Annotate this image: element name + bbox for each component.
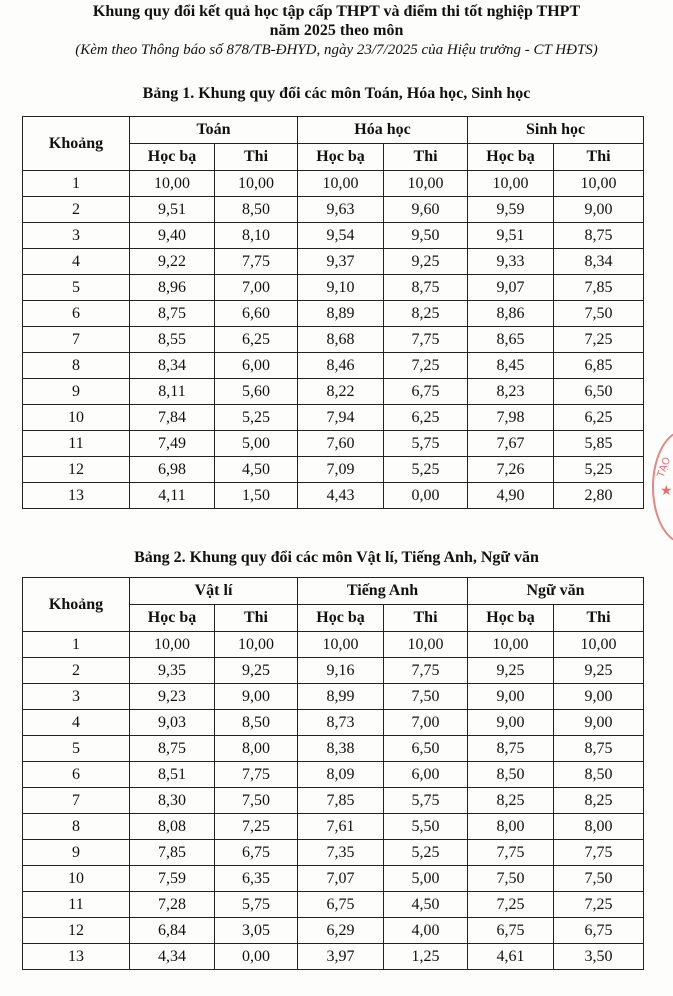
khoang-cell: 9 — [23, 840, 130, 866]
score-cell: 0,00 — [384, 483, 468, 509]
score-cell: 10,00 — [384, 632, 468, 658]
score-cell: 8,96 — [130, 275, 215, 301]
score-cell: 8,22 — [298, 379, 384, 405]
conversion-table-1 — [22, 116, 644, 509]
khoang-cell: 5 — [23, 275, 130, 301]
table2-row — [23, 866, 644, 892]
khoang-cell: 4 — [23, 710, 130, 736]
score-cell: 7,50 — [215, 788, 298, 814]
khoang-cell: 11 — [23, 892, 130, 918]
score-cell: 5,60 — [215, 379, 298, 405]
score-cell: 8,73 — [298, 710, 384, 736]
table1-subheader: Học bạ — [130, 144, 215, 171]
score-cell: 8,55 — [130, 327, 215, 353]
score-cell: 7,25 — [468, 892, 554, 918]
table2-row — [23, 658, 644, 684]
score-cell: 5,50 — [384, 814, 468, 840]
table1-subheader: Thi — [384, 144, 468, 171]
score-cell: 9,00 — [554, 710, 644, 736]
score-cell: 7,85 — [298, 788, 384, 814]
score-cell: 7,61 — [298, 814, 384, 840]
table1-row — [23, 301, 644, 327]
score-cell: 7,09 — [298, 457, 384, 483]
score-cell: 9,10 — [298, 275, 384, 301]
score-cell: 8,34 — [554, 249, 644, 275]
document-subtitle: (Kèm theo Thông báo số 878/TB-ĐHYD, ngày 23/7/2025 của Hiệu trưởng - CT HĐTS) — [75, 42, 598, 58]
table2-body — [23, 578, 644, 970]
score-cell: 6,25 — [554, 405, 644, 431]
score-cell: 4,00 — [384, 918, 468, 944]
score-cell: 7,25 — [554, 327, 644, 353]
score-cell: 8,89 — [298, 301, 384, 327]
score-cell: 4,50 — [215, 457, 298, 483]
khoang-cell: 10 — [23, 405, 130, 431]
table1-row — [23, 457, 644, 483]
score-cell: 7,98 — [468, 405, 554, 431]
score-cell: 7,25 — [554, 892, 644, 918]
score-cell: 6,50 — [384, 736, 468, 762]
table2-row — [23, 788, 644, 814]
table2-khoang-header: Khoảng — [23, 578, 130, 632]
khoang-cell: 10 — [23, 866, 130, 892]
table2-subject-header: Vật lí — [130, 578, 298, 605]
score-cell: 6,85 — [554, 353, 644, 379]
table2-subject-header: Ngữ văn — [468, 578, 644, 605]
score-cell: 10,00 — [298, 171, 384, 197]
score-cell: 9,00 — [554, 197, 644, 223]
score-cell: 9,35 — [130, 658, 215, 684]
table1-body — [23, 117, 644, 509]
score-cell: 8,99 — [298, 684, 384, 710]
score-cell: 7,25 — [215, 814, 298, 840]
score-cell: 9,23 — [130, 684, 215, 710]
score-cell: 6,75 — [554, 918, 644, 944]
score-cell: 7,75 — [215, 762, 298, 788]
score-cell: 5,25 — [215, 405, 298, 431]
table1-row — [23, 197, 644, 223]
score-cell: 4,61 — [468, 944, 554, 970]
table1-subheader: Thi — [215, 144, 298, 171]
table2-row — [23, 814, 644, 840]
score-cell: 10,00 — [468, 632, 554, 658]
score-cell: 6,50 — [554, 379, 644, 405]
score-cell: 6,00 — [215, 353, 298, 379]
table1-caption: Bảng 1. Khung quy đổi các môn Toán, Hóa học, Sinh học — [142, 85, 531, 102]
score-cell: 7,50 — [468, 866, 554, 892]
score-cell: 4,50 — [384, 892, 468, 918]
score-cell: 8,50 — [215, 197, 298, 223]
khoang-cell: 6 — [23, 301, 130, 327]
table1-subject-header: Sinh học — [468, 117, 644, 144]
score-cell: 6,29 — [298, 918, 384, 944]
score-cell: 7,60 — [298, 431, 384, 457]
score-cell: 8,51 — [130, 762, 215, 788]
table2-subheader: Học bạ — [298, 605, 384, 632]
score-cell: 7,75 — [384, 658, 468, 684]
khoang-cell: 1 — [23, 632, 130, 658]
khoang-cell: 13 — [23, 483, 130, 509]
score-cell: 9,25 — [384, 249, 468, 275]
score-cell: 7,49 — [130, 431, 215, 457]
score-cell: 4,43 — [298, 483, 384, 509]
score-cell: 7,75 — [384, 327, 468, 353]
score-cell: 7,67 — [468, 431, 554, 457]
score-cell: 7,50 — [554, 301, 644, 327]
score-cell: 8,75 — [384, 275, 468, 301]
score-cell: 8,25 — [468, 788, 554, 814]
score-cell: 9,33 — [468, 249, 554, 275]
document-header — [0, 2, 673, 60]
score-cell: 7,75 — [554, 840, 644, 866]
score-cell: 5,75 — [384, 431, 468, 457]
score-cell: 0,00 — [215, 944, 298, 970]
star-icon: ★ — [660, 484, 673, 499]
score-cell: 8,08 — [130, 814, 215, 840]
khoang-cell: 11 — [23, 431, 130, 457]
score-cell: 8,75 — [554, 736, 644, 762]
table2-caption: Bảng 2. Khung quy đổi các môn Vật lí, Tiếng Anh, Ngữ văn — [134, 549, 539, 566]
khoang-cell: 2 — [23, 658, 130, 684]
score-cell: 10,00 — [298, 632, 384, 658]
score-cell: 7,85 — [554, 275, 644, 301]
score-cell: 7,59 — [130, 866, 215, 892]
score-cell: 7,35 — [298, 840, 384, 866]
table1-row — [23, 353, 644, 379]
score-cell: 6,75 — [298, 892, 384, 918]
table2-header-row — [23, 578, 644, 605]
score-cell: 9,60 — [384, 197, 468, 223]
score-cell: 5,85 — [554, 431, 644, 457]
score-cell: 2,80 — [554, 483, 644, 509]
score-cell: 10,00 — [215, 632, 298, 658]
score-cell: 10,00 — [554, 171, 644, 197]
conversion-table-2 — [22, 577, 644, 970]
table2-row — [23, 892, 644, 918]
score-cell: 8,00 — [468, 814, 554, 840]
score-cell: 7,75 — [215, 249, 298, 275]
score-cell: 9,40 — [130, 223, 215, 249]
table1-row — [23, 405, 644, 431]
score-cell: 9,59 — [468, 197, 554, 223]
score-cell: 8,34 — [130, 353, 215, 379]
document-title-line-1: Khung quy đổi kết quả học tập cấp THPT và điểm thi tốt nghiệp THPT — [92, 3, 581, 20]
score-cell: 1,25 — [384, 944, 468, 970]
score-cell: 9,00 — [468, 684, 554, 710]
score-cell: 10,00 — [384, 171, 468, 197]
score-cell: 6,35 — [215, 866, 298, 892]
score-cell: 10,00 — [554, 632, 644, 658]
khoang-cell: 5 — [23, 736, 130, 762]
score-cell: 8,86 — [468, 301, 554, 327]
score-cell: 4,11 — [130, 483, 215, 509]
score-cell: 7,07 — [298, 866, 384, 892]
score-cell: 6,00 — [384, 762, 468, 788]
khoang-cell: 9 — [23, 379, 130, 405]
khoang-cell: 12 — [23, 457, 130, 483]
khoang-cell: 6 — [23, 762, 130, 788]
table1-row — [23, 431, 644, 457]
score-cell: 8,75 — [468, 736, 554, 762]
score-cell: 8,75 — [554, 223, 644, 249]
score-cell: 8,25 — [384, 301, 468, 327]
score-cell: 9,07 — [468, 275, 554, 301]
score-cell: 5,75 — [384, 788, 468, 814]
khoang-cell: 3 — [23, 684, 130, 710]
khoang-cell: 4 — [23, 249, 130, 275]
score-cell: 6,75 — [468, 918, 554, 944]
khoang-cell: 12 — [23, 918, 130, 944]
score-cell: 8,10 — [215, 223, 298, 249]
score-cell: 10,00 — [130, 632, 215, 658]
score-cell: 9,25 — [468, 658, 554, 684]
table2-subheader: Thi — [554, 605, 644, 632]
score-cell: 9,25 — [554, 658, 644, 684]
khoang-cell: 1 — [23, 171, 130, 197]
score-cell: 6,84 — [130, 918, 215, 944]
score-cell: 7,75 — [468, 840, 554, 866]
table1-subheader: Học bạ — [468, 144, 554, 171]
table1-row — [23, 483, 644, 509]
score-cell: 9,22 — [130, 249, 215, 275]
score-cell: 7,00 — [215, 275, 298, 301]
table1-header-row — [23, 117, 644, 144]
score-cell: 9,00 — [554, 684, 644, 710]
table1-row — [23, 275, 644, 301]
score-cell: 8,68 — [298, 327, 384, 353]
table1-subject-header: Toán — [130, 117, 298, 144]
score-cell: 7,84 — [130, 405, 215, 431]
table2-row — [23, 918, 644, 944]
score-cell: 5,00 — [215, 431, 298, 457]
score-cell: 5,25 — [554, 457, 644, 483]
score-cell: 9,00 — [215, 684, 298, 710]
khoang-cell: 7 — [23, 788, 130, 814]
score-cell: 6,98 — [130, 457, 215, 483]
table1-row — [23, 327, 644, 353]
score-cell: 8,25 — [554, 788, 644, 814]
score-cell: 6,25 — [384, 405, 468, 431]
score-cell: 8,50 — [554, 762, 644, 788]
khoang-cell: 8 — [23, 353, 130, 379]
score-cell: 5,25 — [384, 457, 468, 483]
score-cell: 7,85 — [130, 840, 215, 866]
score-cell: 8,00 — [554, 814, 644, 840]
score-cell: 10,00 — [468, 171, 554, 197]
score-cell: 4,34 — [130, 944, 215, 970]
table1-row — [23, 223, 644, 249]
khoang-cell: 7 — [23, 327, 130, 353]
table2-row — [23, 736, 644, 762]
score-cell: 5,25 — [384, 840, 468, 866]
score-cell: 10,00 — [215, 171, 298, 197]
table2-row — [23, 762, 644, 788]
score-cell: 9,51 — [468, 223, 554, 249]
score-cell: 4,90 — [468, 483, 554, 509]
table2-subheader: Thi — [215, 605, 298, 632]
score-cell: 6,75 — [215, 840, 298, 866]
score-cell: 9,37 — [298, 249, 384, 275]
score-cell: 8,65 — [468, 327, 554, 353]
table1-row — [23, 249, 644, 275]
score-cell: 6,25 — [215, 327, 298, 353]
score-cell: 7,50 — [384, 684, 468, 710]
table2-row — [23, 710, 644, 736]
table2-row — [23, 632, 644, 658]
score-cell: 9,03 — [130, 710, 215, 736]
khoang-cell: 8 — [23, 814, 130, 840]
score-cell: 7,25 — [384, 353, 468, 379]
table1-row — [23, 379, 644, 405]
score-cell: 9,00 — [468, 710, 554, 736]
score-cell: 10,00 — [130, 171, 215, 197]
score-cell: 9,25 — [215, 658, 298, 684]
score-cell: 8,23 — [468, 379, 554, 405]
score-cell: 6,75 — [384, 379, 468, 405]
khoang-cell: 13 — [23, 944, 130, 970]
score-cell: 9,51 — [130, 197, 215, 223]
score-cell: 9,16 — [298, 658, 384, 684]
score-cell: 7,26 — [468, 457, 554, 483]
table2-subject-header: Tiếng Anh — [298, 578, 468, 605]
score-cell: 8,38 — [298, 736, 384, 762]
score-cell: 5,75 — [215, 892, 298, 918]
score-cell: 8,50 — [215, 710, 298, 736]
table1-subject-header: Hóa học — [298, 117, 468, 144]
score-cell: 8,11 — [130, 379, 215, 405]
score-cell: 8,09 — [298, 762, 384, 788]
stamp-text: TẠO — [655, 455, 673, 480]
score-cell: 8,75 — [130, 736, 215, 762]
table2-subheader: Học bạ — [130, 605, 215, 632]
score-cell: 8,30 — [130, 788, 215, 814]
table2-row — [23, 840, 644, 866]
score-cell: 9,54 — [298, 223, 384, 249]
score-cell: 7,50 — [554, 866, 644, 892]
table1-subheader: Thi — [554, 144, 644, 171]
score-cell: 7,94 — [298, 405, 384, 431]
score-cell: 5,00 — [384, 866, 468, 892]
score-cell: 8,46 — [298, 353, 384, 379]
table1-subheader: Học bạ — [298, 144, 384, 171]
table1-row — [23, 171, 644, 197]
table2-subheader: Thi — [384, 605, 468, 632]
score-cell: 9,63 — [298, 197, 384, 223]
score-cell: 3,97 — [298, 944, 384, 970]
score-cell: 8,45 — [468, 353, 554, 379]
score-cell: 9,50 — [384, 223, 468, 249]
document-title-line-2: năm 2025 theo môn — [269, 22, 404, 39]
table1-khoang-header: Khoảng — [23, 117, 130, 171]
score-cell: 1,50 — [215, 483, 298, 509]
khoang-cell: 3 — [23, 223, 130, 249]
khoang-cell: 2 — [23, 197, 130, 223]
score-cell: 8,50 — [468, 762, 554, 788]
score-cell: 6,60 — [215, 301, 298, 327]
score-cell: 7,00 — [384, 710, 468, 736]
score-cell: 8,00 — [215, 736, 298, 762]
table2-row — [23, 684, 644, 710]
score-cell: 8,75 — [130, 301, 215, 327]
score-cell: 3,05 — [215, 918, 298, 944]
score-cell: 3,50 — [554, 944, 644, 970]
table2-row — [23, 944, 644, 970]
score-cell: 7,28 — [130, 892, 215, 918]
table2-subheader: Học bạ — [468, 605, 554, 632]
